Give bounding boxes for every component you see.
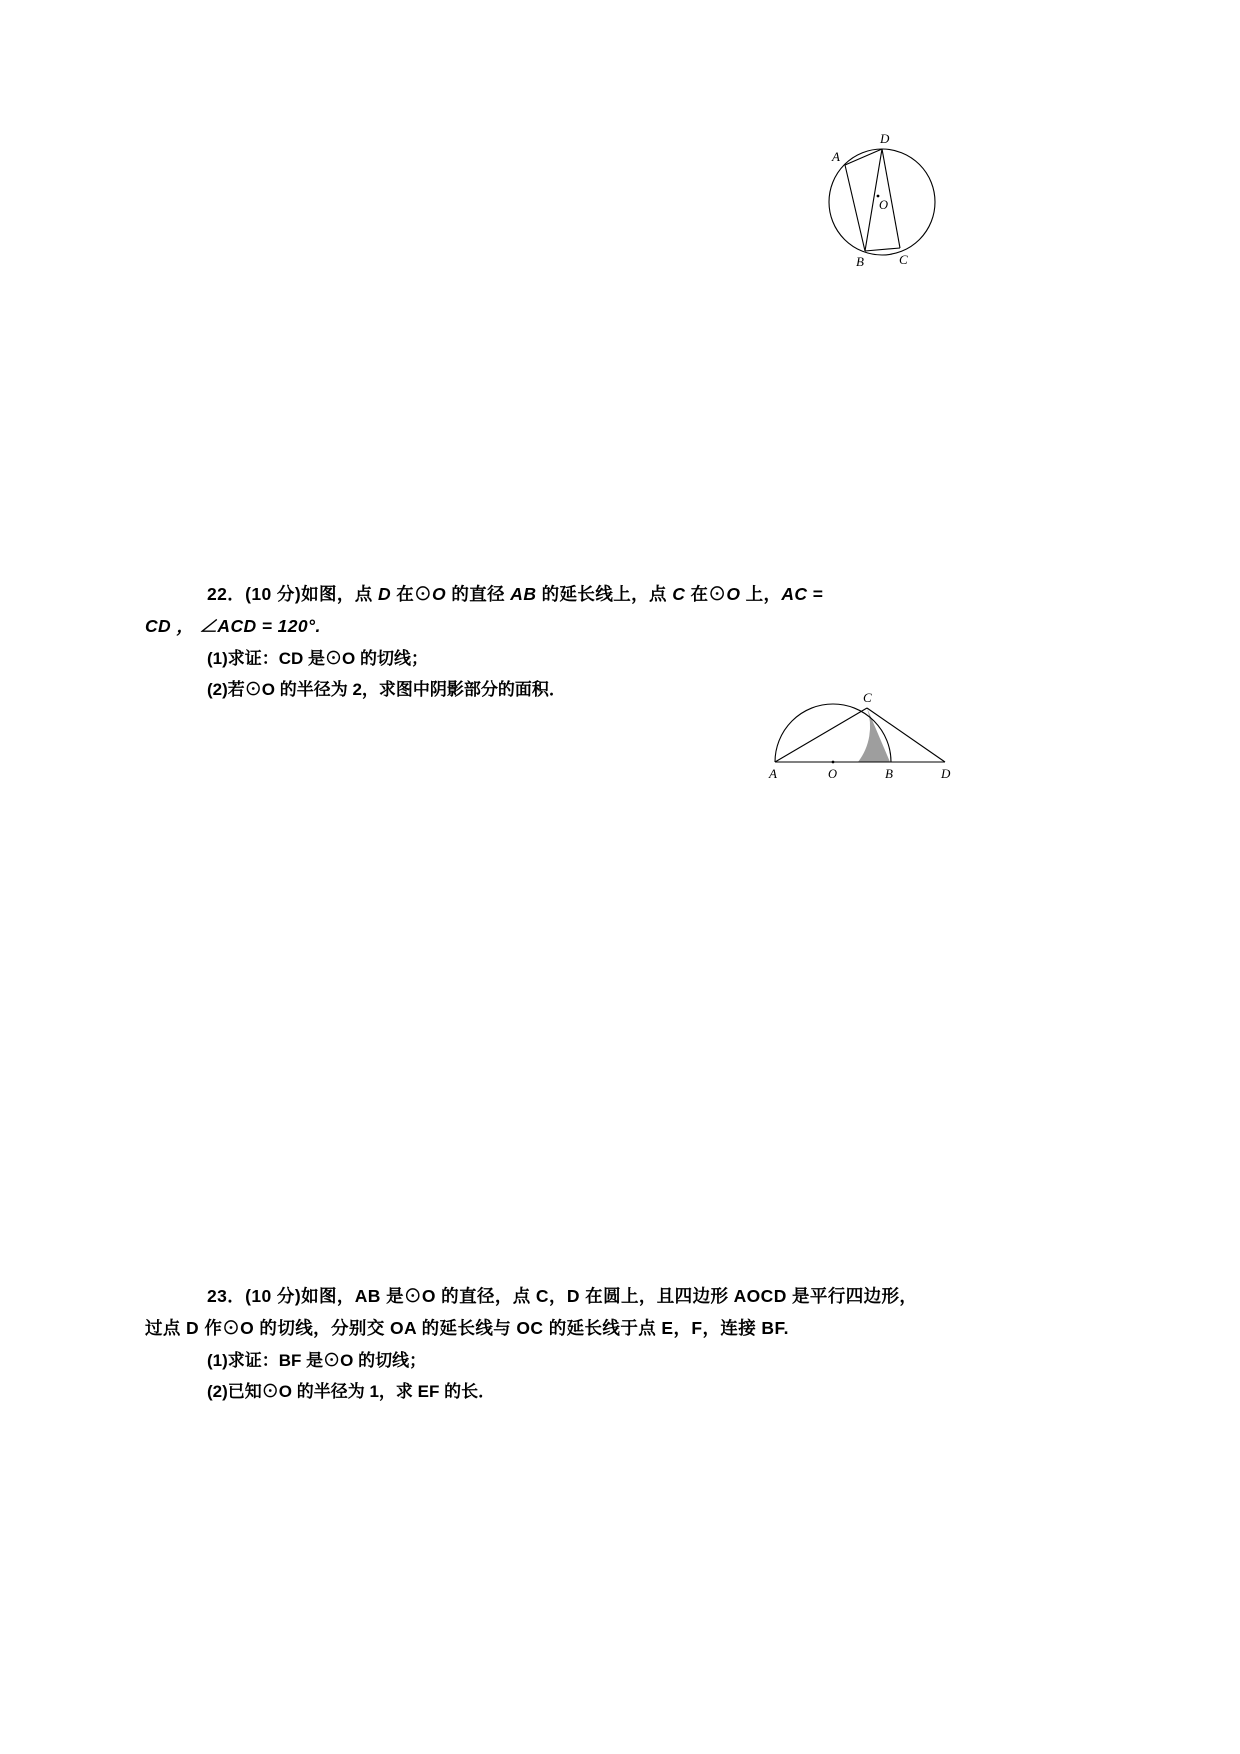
problem-22-stem-text-3: 的直径 [446,584,511,604]
figure-two-svg [755,690,975,790]
segment-bc [865,248,900,251]
problem-22 [145,578,1095,706]
problem-22-var-c: C [672,584,686,604]
shaded-region [858,708,890,762]
problem-23-marks: (10 分) [245,1286,302,1306]
label-a-2: A [769,766,777,781]
center-point-dot-2 [832,761,835,764]
problem-23-part-1: (1)求证：BF 是⊙O 的切线； [207,1350,427,1370]
segment-ac [775,708,867,762]
problem-22-stem-text-5: 在⊙ [685,584,727,604]
problem-22-var-o-2: O [726,584,741,604]
label-c: C [899,252,908,267]
problem-22-stem-text-2: 在⊙ [390,584,433,604]
problem-22-var-o-1: O [432,584,447,604]
problem-22-number: 22 [207,584,228,604]
problem-23-stem-line-1 [145,1280,1105,1312]
label-b: B [856,254,864,269]
label-a: A [832,149,840,164]
problem-22-marks: (10 分) [245,584,302,604]
problem-23-number: 23 [207,1286,228,1306]
problem-23-part-2: (2)已知⊙O 的半径为 1，求 EF 的长． [207,1382,496,1402]
problem-22-var-ab: AB [510,584,537,604]
label-o: O [879,198,889,212]
problem-22-var-d: D [377,584,391,604]
figure-semicircle-tangent [755,690,975,790]
problem-23-text-1: 如图，AB 是⊙O 的直径，点 C，D 在圆上，且四边形 AOCD 是平行四边形， [301,1286,918,1306]
problem-22-part-1: (1)求证：CD 是⊙O 的切线； [207,648,428,668]
problem-23-dot: ． [227,1286,246,1306]
problem-22-stem-text-4: 的延长线上，点 [536,584,673,604]
problem-22-dot: ． [227,584,246,604]
problem-22-var-ac: AC [781,584,808,604]
problem-22-stem-text-6: 上， [740,584,782,604]
problem-22-part-2: (2)若⊙O 的半径为 2，求图中阴影部分的面积． [207,680,566,700]
label-d: D [880,131,890,146]
segment-ad [845,149,882,165]
label-o-2: O [828,767,838,781]
figure-one-svg [820,130,950,280]
figure-circle-inscribed-quadrilateral [820,130,950,280]
problem-23 [145,1280,1105,1408]
problem-22-stem-text-7: = [807,584,824,604]
problem-22-stem [145,578,1095,610]
center-point-dot [877,195,880,198]
problem-22-stem-line-2: CD ， ∠ACD = 120°. [145,616,321,637]
label-c-2: C [863,690,872,705]
problem-22-stem-text-1: 如图，点 [301,584,378,604]
problem-23-stem-line-2: 过点 D 作⊙O 的切线，分别交 OA 的延长线与 OC 的延长线于点 E，F，连接 BF. [145,1318,789,1339]
label-d-2: D [941,766,951,781]
segment-ab [845,165,865,251]
label-b-2: B [885,766,893,781]
